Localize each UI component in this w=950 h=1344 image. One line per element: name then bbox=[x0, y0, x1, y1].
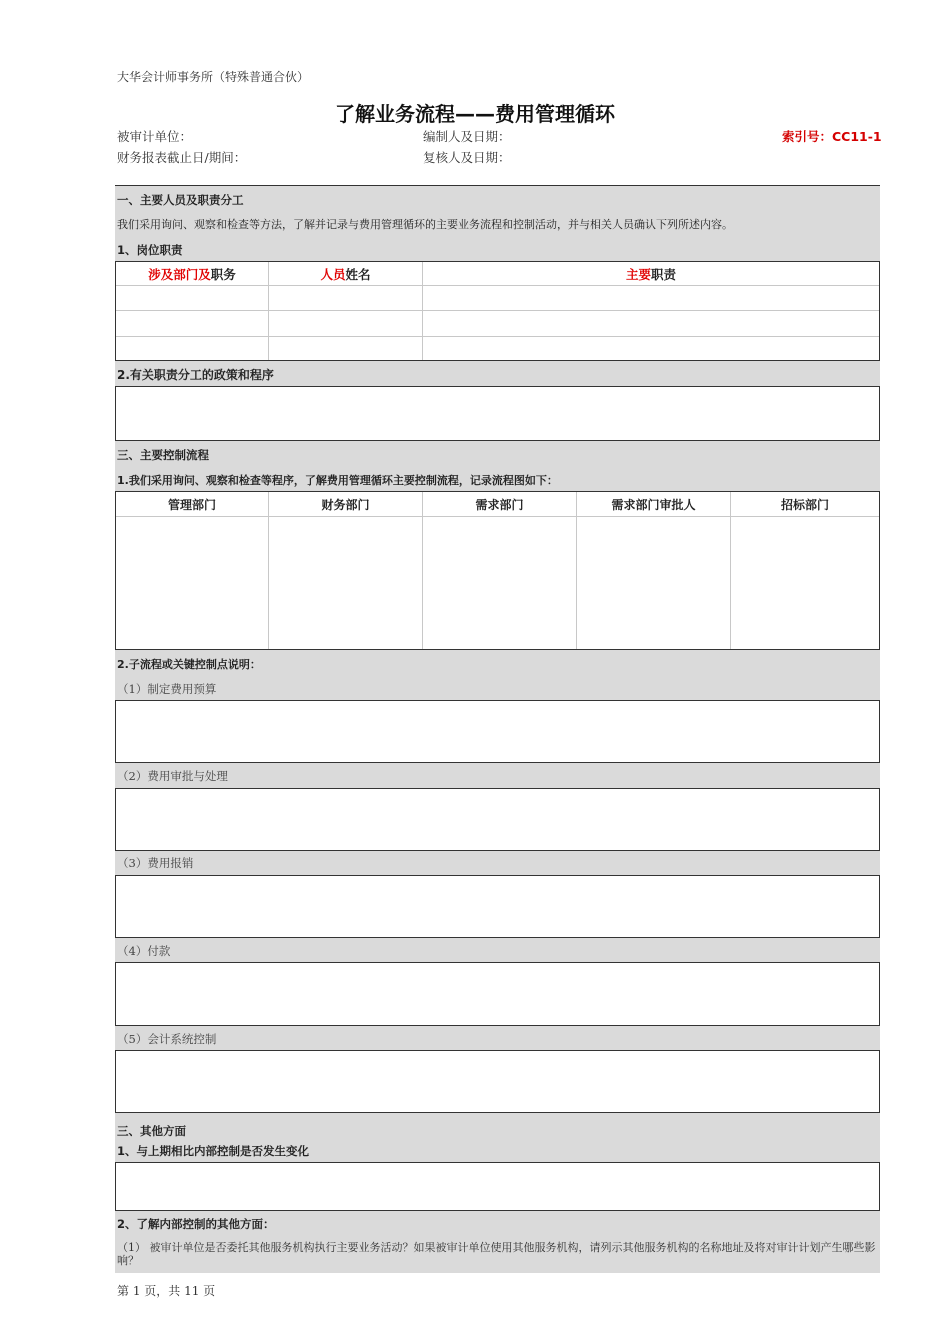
cell[interactable] bbox=[423, 336, 880, 360]
index-number: 索引号：CC11-1 bbox=[782, 129, 882, 144]
header-dept: 涉及部门及职务 bbox=[116, 262, 269, 286]
reviewer-label: 复核人及日期： bbox=[423, 150, 511, 165]
section2-sub2: 2.子流程或关键控制点说明： bbox=[117, 658, 261, 671]
table-row bbox=[116, 286, 880, 311]
duties-table bbox=[115, 261, 880, 361]
page-number: 第 1 页，共 11 页 bbox=[117, 1284, 216, 1298]
header-name: 人员姓名 bbox=[269, 262, 423, 286]
item-box[interactable] bbox=[115, 875, 880, 938]
cell[interactable] bbox=[116, 336, 269, 360]
table-row bbox=[116, 517, 880, 650]
section3-title: 三、其他方面 bbox=[117, 1124, 186, 1138]
policy-box[interactable] bbox=[115, 386, 880, 441]
section1-title: 一、主要人员及职责分工 bbox=[117, 193, 244, 207]
cell[interactable] bbox=[731, 517, 880, 650]
flow-header-mgmt: 管理部门 bbox=[116, 492, 269, 517]
question-1: （1） 被审计单位是否委托其他服务机构执行主要业务活动？如果被审计单位使用其他服务机构，请列示其他服务机构的名称地址及将对审计计划产生哪些影响？ bbox=[117, 1241, 876, 1267]
flow-header-demand: 需求部门 bbox=[423, 492, 577, 517]
item-box[interactable] bbox=[115, 962, 880, 1026]
cell[interactable] bbox=[269, 517, 423, 650]
header-duty: 主要职责 bbox=[423, 262, 880, 286]
flow-header-finance: 财务部门 bbox=[269, 492, 423, 517]
cell[interactable] bbox=[423, 311, 880, 336]
cell[interactable] bbox=[269, 311, 423, 336]
item-label: （5）会计系统控制 bbox=[117, 1032, 217, 1046]
flow-header-bidding: 招标部门 bbox=[731, 492, 880, 517]
page-title: 了解业务流程——费用管理循环 bbox=[335, 102, 615, 126]
section3-sub1: 1、与上期相比内部控制是否发生变化 bbox=[117, 1144, 309, 1158]
item-band bbox=[115, 1026, 880, 1050]
section2-title: 三、主要控制流程 bbox=[117, 448, 209, 462]
section2-sub1: 1.我们采用询问、观察和检查等程序，了解费用管理循环主要控制流程，记录流程图如下： bbox=[117, 474, 558, 487]
cell[interactable] bbox=[269, 286, 423, 311]
item-band bbox=[115, 938, 880, 962]
item-band bbox=[115, 851, 880, 875]
cell[interactable] bbox=[116, 286, 269, 311]
section3-sub2: 2、了解内部控制的其他方面： bbox=[117, 1217, 275, 1231]
item-box[interactable] bbox=[115, 1050, 880, 1113]
section1-sub2: 2.有关职责分工的政策和程序 bbox=[117, 368, 274, 382]
table-row bbox=[116, 336, 880, 360]
item-band bbox=[115, 763, 880, 788]
item-label: （3）费用报销 bbox=[117, 856, 194, 870]
item-label: （1）制定费用预算 bbox=[117, 682, 217, 696]
cell[interactable] bbox=[423, 286, 880, 311]
item-box[interactable] bbox=[115, 788, 880, 851]
cell[interactable] bbox=[116, 311, 269, 336]
section1-sub1: 1、岗位职责 bbox=[117, 243, 183, 257]
audited-unit-label: 被审计单位： bbox=[117, 129, 193, 144]
cell[interactable] bbox=[269, 336, 423, 360]
flow-header-approver: 需求部门审批人 bbox=[577, 492, 731, 517]
firm-name: 大华会计师事务所（特殊普通合伙） bbox=[117, 70, 310, 84]
cell[interactable] bbox=[423, 517, 577, 650]
cell[interactable] bbox=[577, 517, 731, 650]
flowchart-table bbox=[115, 491, 880, 650]
item-label: （4）付款 bbox=[117, 944, 171, 958]
cell[interactable] bbox=[116, 517, 269, 650]
period-label: 财务报表截止日/期间： bbox=[117, 150, 247, 165]
item-box[interactable] bbox=[115, 700, 880, 763]
preparer-label: 编制人及日期： bbox=[423, 129, 511, 144]
section1-intro: 我们采用询问、观察和检查等方法，了解并记录与费用管理循环的主要业务流程和控制活动，并与相关人员确认下列所述内容。 bbox=[117, 218, 733, 231]
item-label: （2）费用审批与处理 bbox=[117, 769, 228, 783]
table-row bbox=[116, 311, 880, 336]
change-box[interactable] bbox=[115, 1162, 880, 1211]
